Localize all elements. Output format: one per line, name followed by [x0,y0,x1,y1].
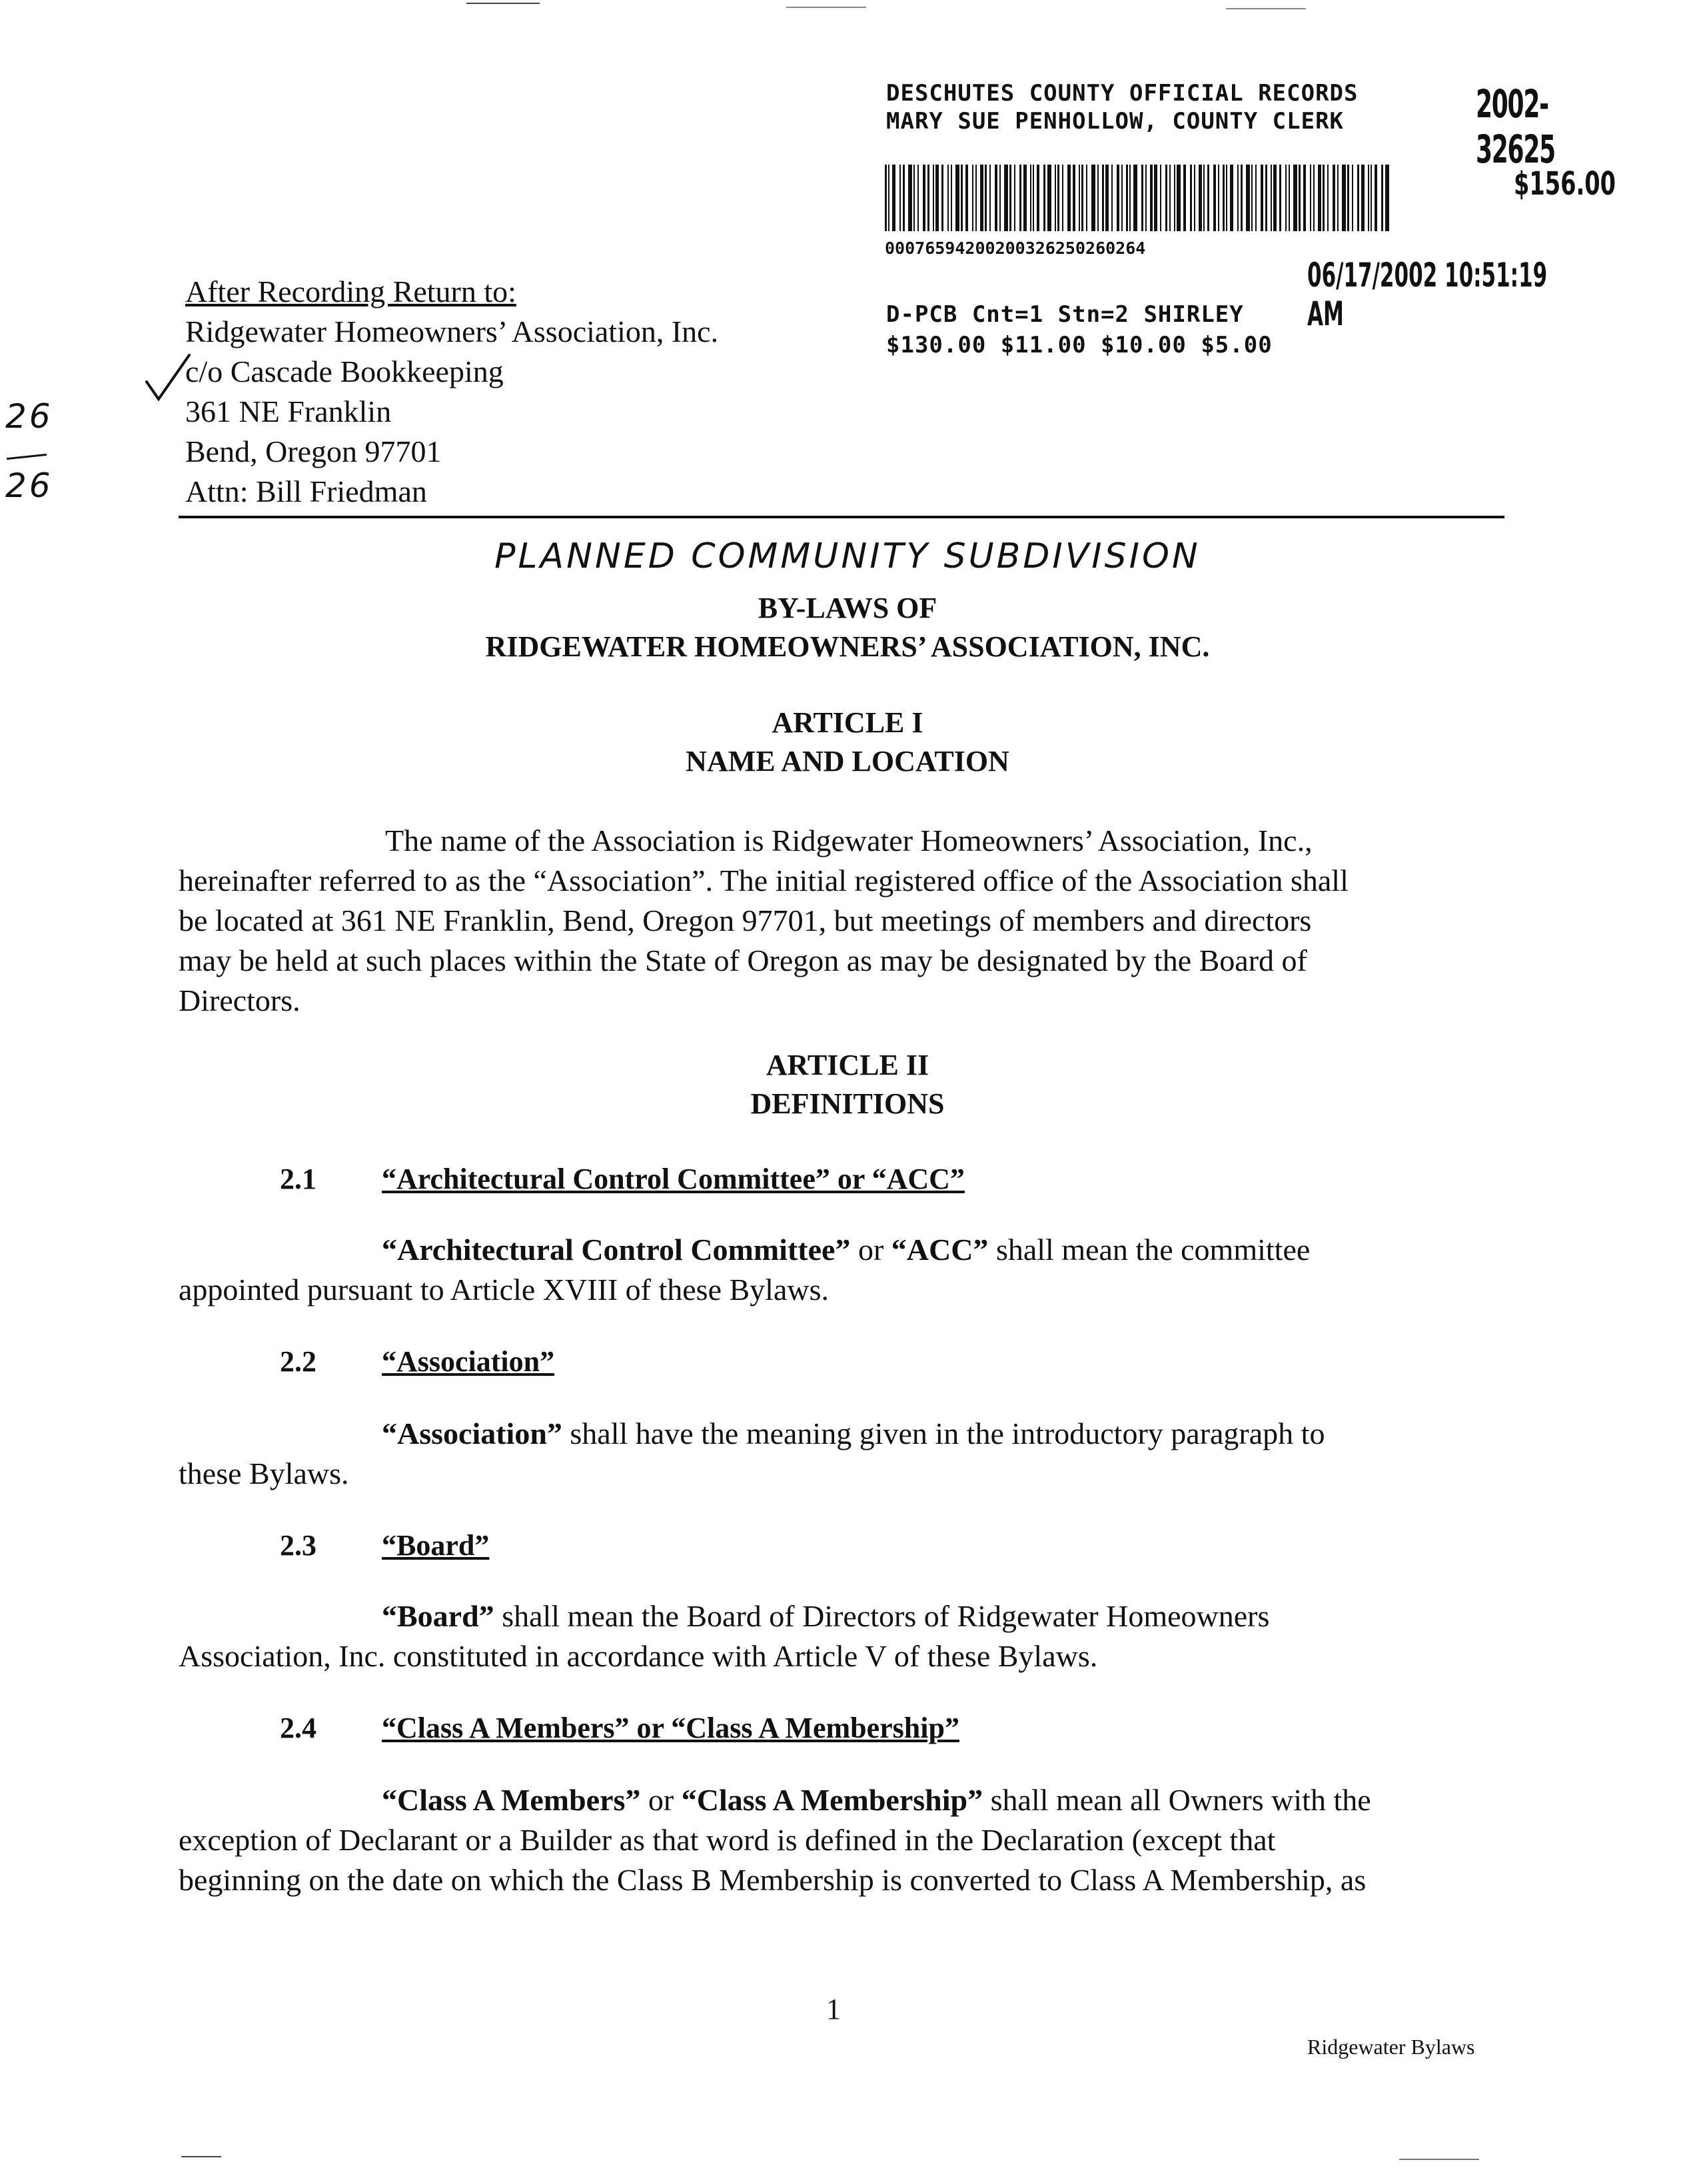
barcode-bar [1043,165,1045,231]
barcode-bar [913,165,915,231]
barcode-bar [1381,165,1383,231]
scan-artifact [1226,8,1306,9]
barcode-bar [1019,165,1021,231]
barcode-bar [1009,165,1011,231]
section-title: “Class A Members” or “Class A Membership” [382,1712,959,1744]
barcode-bar [1145,165,1147,231]
definition-2-1 [179,1230,1484,1310]
defined-term: “Class A Members” [382,1783,641,1817]
barcode-bar [1299,165,1301,231]
barcode-bar [941,165,943,231]
barcode-bar [1141,165,1143,231]
definition-text: Association, Inc. constituted in accordance with Article V of these Bylaws. [179,1639,1098,1673]
definition-text: beginning on the date on which the Class B Membership is converted to Class A Membership, as [179,1863,1367,1897]
barcode-bar [1371,165,1372,231]
checkmark-icon [141,350,195,403]
barcode-bar [1165,165,1167,231]
barcode-bar [908,165,912,231]
barcode-bar [1067,165,1071,231]
return-address-heading: After Recording Return to: [185,274,516,308]
barcode-bar [1361,165,1365,231]
article-heading [0,1046,1695,1123]
barcode-bar [1121,165,1123,231]
barcode-bar [1385,165,1389,231]
barcode-bar [899,165,901,231]
return-address [185,272,718,512]
barcode-bar [1213,165,1216,231]
barcode-bar [1190,165,1192,231]
barcode-bar [1323,165,1325,231]
body-line: be located at 361 NE Franklin, Bend, Oregon 97701, but meetings of members and directors [179,903,1312,937]
article-number: ARTICLE I [772,706,923,739]
barcode-bar [995,165,997,231]
scan-artifact [466,3,540,4]
barcode-bar [999,165,1001,231]
barcode-bar [965,165,968,231]
barcode-bar [1218,165,1219,231]
barcode-bar [961,165,963,231]
barcode-bar [1310,165,1311,231]
barcode-bar [1030,165,1031,231]
barcode-bar [1199,165,1202,231]
stamp-datetime: 06/17/2002 10:51:19 AM [1307,256,1548,333]
barcode-bar [1246,165,1250,231]
barcode-bar [1073,165,1075,231]
total-fee: $156.00 [1514,165,1616,203]
barcode-bar [1086,165,1087,231]
barcode-bar [1327,165,1329,231]
barcode-bar [917,165,919,231]
body-line: may be held at such places within the State of Oregon as may be designated by the Board of [179,943,1307,977]
barcode-bar [1057,165,1059,231]
margin-note-top: 26 [5,397,53,436]
barcode-bar [923,165,925,231]
section-number: 2.1 [280,1163,316,1195]
barcode-bar [1150,165,1153,231]
barcode-bar [892,165,895,231]
barcode-bar [980,165,983,231]
definition-text: or [640,1783,682,1817]
scan-artifact [1399,2159,1479,2160]
barcode-bar [955,165,959,231]
scan-artifact [181,2156,221,2157]
barcode-bar [1303,165,1306,231]
barcode [883,163,1416,237]
article-name: DEFINITIONS [750,1087,945,1120]
defined-term: “Board” [382,1599,494,1633]
barcode-bar [1207,165,1209,231]
barcode-bar [1293,165,1297,231]
barcode-bar [933,165,934,231]
section-number: 2.3 [280,1529,316,1562]
definition-text: shall mean the Board of Directors of Ridgewater Homeowners [494,1599,1270,1633]
barcode-bar [1347,165,1349,231]
barcode-bar [1251,165,1253,231]
barcode-bar [1154,165,1157,231]
page-number: 1 [826,1993,841,2025]
defined-term: “ACC” [891,1233,989,1267]
body-line: The name of the Association is Ridgewater Homeowners’ Association, Inc., [385,823,1313,857]
stamp-office: DESCHUTES COUNTY OFFICIAL RECORDS [886,80,1359,107]
section-number: 2.4 [280,1712,316,1744]
definition-text: shall have the meaning given in the introductory paragraph to [562,1416,1325,1450]
barcode-bar [975,165,977,231]
barcode-bar [947,165,949,231]
barcode-number: 00076594200200326250260264 [885,239,1146,258]
barcode-bar [1285,165,1287,231]
stamp-fees: $130.00 $11.00 $10.00 $5.00 [886,332,1273,358]
barcode-bar [1273,165,1277,231]
barcode-bar [927,165,929,231]
document-title [0,589,1695,666]
barcode-bar [1271,165,1272,231]
return-address-line: Ridgewater Homeowners’ Association, Inc. [185,314,719,348]
barcode-bar [1133,165,1137,231]
barcode-bar [1203,165,1205,231]
title-line: BY-LAWS OF [758,592,937,624]
footer-document-name: Ridgewater Bylaws [1307,2035,1475,2059]
barcode-bar [1102,165,1104,231]
definition-2-3 [179,1596,1484,1676]
barcode-bar [1111,165,1113,231]
barcode-bar [1174,165,1175,231]
barcode-bar [1160,165,1161,231]
barcode-bar [1313,165,1315,231]
section-title: “Architectural Control Committee” or “ACC” [382,1163,965,1195]
barcode-bar [951,165,952,231]
article1-body [179,821,1484,1021]
header-rule [179,516,1504,518]
definition-2-4 [179,1780,1484,1900]
definition-text: exception of Declarant or a Builder as that word is defined in the Declaration (except that [179,1823,1276,1857]
stamp-codes: D-PCB Cnt=1 Stn=2 SHIRLEY [886,301,1244,328]
barcode-bar [1177,165,1181,231]
return-address-line: Attn: Bill Friedman [185,474,427,508]
definition-text: shall mean all Owners with the [983,1783,1371,1817]
definition-text: appointed pursuant to Article XVIII of these Bylaws. [179,1273,829,1307]
barcode-bar [1055,165,1056,231]
article-number: ARTICLE II [766,1049,929,1081]
barcode-bar [1091,165,1095,231]
barcode-bar [1097,165,1099,231]
barcode-bar [1265,165,1267,231]
barcode-bar [972,165,973,231]
barcode-bar [1117,165,1119,231]
body-line: hereinafter referred to as the “Association”. The initial registered office of the Association shall [179,863,1349,897]
margin-note-divider [7,454,47,460]
barcode-bar [1342,165,1346,231]
defined-term: “Class A Membership” [681,1783,983,1817]
barcode-bar [1261,165,1263,231]
barcode-bar [1241,165,1243,231]
definition-text: shall mean the committee [988,1233,1311,1267]
barcode-bar [885,165,887,231]
barcode-bar [1129,165,1131,231]
barcode-bar [1357,165,1359,231]
article-heading [0,704,1695,781]
barcode-bar [1126,165,1128,231]
barcode-bar [1062,165,1063,231]
barcode-bar [1279,165,1281,231]
barcode-bar [1081,165,1083,231]
barcode-bar [1237,165,1239,231]
barcode-bar [1037,165,1039,231]
barcode-bar [1047,165,1051,231]
barcode-bar [1289,165,1290,231]
barcode-bar [1023,165,1027,231]
barcode-bar [1368,165,1369,231]
barcode-bar [1230,165,1233,231]
article-name: NAME AND LOCATION [686,745,1009,778]
return-address-line: 361 NE Franklin [185,394,392,428]
barcode-bar [1194,165,1195,231]
margin-note-bottom: 26 [5,466,53,505]
barcode-bar [1352,165,1353,231]
barcode-bar [1183,165,1186,231]
barcode-bar [1004,165,1008,231]
section-number: 2.2 [280,1345,316,1378]
barcode-bar [1333,165,1335,231]
definition-2-2 [179,1414,1484,1494]
defined-term: “Association” [382,1416,562,1450]
barcode-bar [1223,165,1225,231]
title-line: RIDGEWATER HOMEOWNERS’ ASSOCIATION, INC. [485,630,1210,663]
defined-term: “Architectural Control Committee” [382,1233,851,1267]
stamp-clerk: MARY SUE PENHOLLOW, COUNTY CLERK [886,108,1345,135]
barcode-bar [1375,165,1377,231]
return-address-line: c/o Cascade Bookkeeping [185,354,504,388]
barcode-bar [1169,165,1171,231]
definition-text: these Bylaws. [179,1456,349,1490]
barcode-bar [989,165,991,231]
scan-artifact [786,7,866,8]
barcode-bar [1014,165,1015,231]
definition-text: or [850,1233,891,1267]
barcode-bar [985,165,987,231]
barcode-bar [1255,165,1257,231]
record-number: 2002-32625 [1476,81,1555,172]
handwritten-heading: PLANNED COMMUNITY SUBDIVISION [494,536,1201,576]
body-line: Directors. [179,983,300,1017]
barcode-bar [1318,165,1321,231]
barcode-bar [888,165,889,231]
barcode-bar [935,165,939,231]
barcode-bar [1105,165,1109,231]
section-title: “Association” [382,1345,555,1378]
barcode-bar [1226,165,1227,231]
barcode-bar [1337,165,1339,231]
section-title: “Board” [382,1529,490,1562]
barcode-bar [1079,165,1080,231]
barcode-bar [1033,165,1034,231]
barcode-bar [903,165,905,231]
return-address-line: Bend, Oregon 97701 [185,434,442,468]
